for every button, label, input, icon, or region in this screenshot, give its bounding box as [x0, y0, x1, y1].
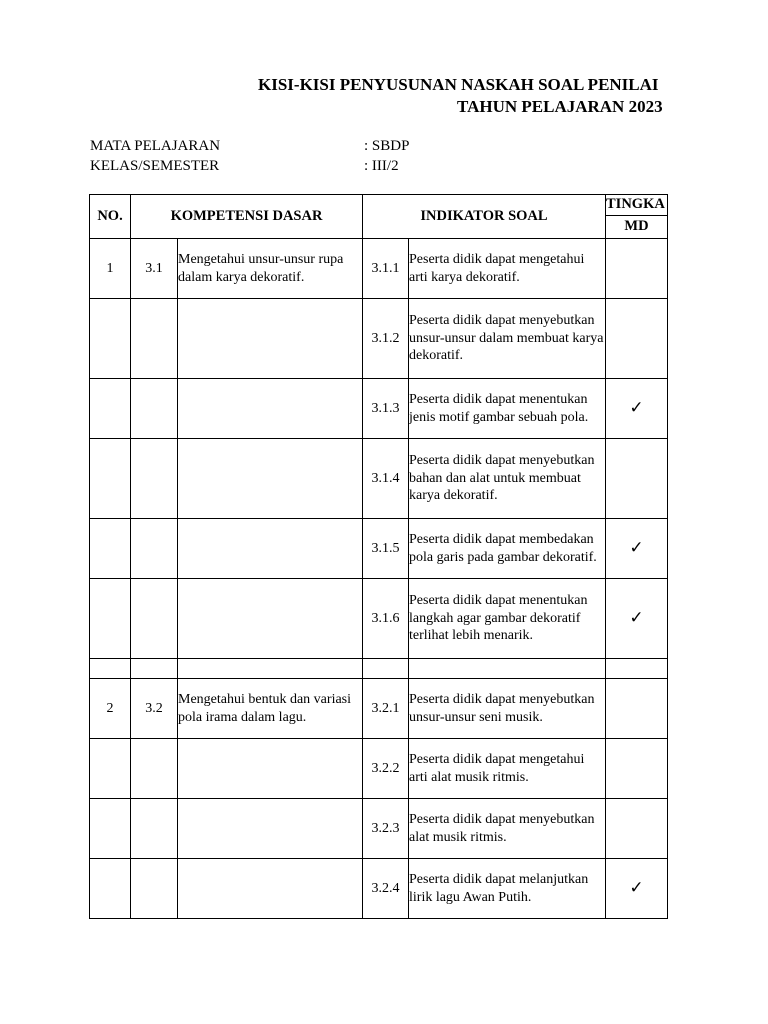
document-title: KISI-KISI PENYUSUNAN NASKAH SOAL PENILAI: [258, 75, 659, 94]
cell-kd-code: 3.2: [131, 679, 178, 739]
cell-no: [90, 439, 131, 519]
cell-kd-text: [178, 519, 363, 579]
subject-value: : SBDP: [364, 138, 410, 154]
cell-no: [90, 519, 131, 579]
subject-label: MATA PELAJARAN: [90, 138, 221, 154]
table-row-spacer: [90, 659, 668, 679]
cell-kd-text: [178, 659, 363, 679]
table-row: [90, 239, 668, 299]
cell-indicator-text: Peserta didik dapat mengetahui arti alat musik ritmis.: [409, 739, 606, 799]
cell-indicator-code: [363, 659, 409, 679]
cell-kd-code: [131, 299, 178, 379]
cell-indicator-text: Peserta didik dapat mengetahui arti karya dekoratif.: [409, 239, 606, 299]
cell-indicator-code: 3.2.1: [363, 679, 409, 739]
cell-indicator-text: Peserta didik dapat membedakan pola garis pada gambar dekoratif.: [409, 519, 606, 579]
cell-no: [90, 799, 131, 859]
class-value: : III/2: [364, 158, 399, 174]
table-row: [90, 859, 668, 919]
cell-kd-text: [178, 739, 363, 799]
table-row: [90, 739, 668, 799]
cell-no: [90, 579, 131, 659]
cell-md-check: [606, 739, 668, 799]
cell-no: 1: [90, 239, 131, 299]
cell-no: [90, 379, 131, 439]
cell-md-check: [606, 659, 668, 679]
header-no: NO.: [90, 195, 131, 239]
cell-md-check: [606, 239, 668, 299]
cell-kd-code: [131, 519, 178, 579]
header-indikator-soal: INDIKATOR SOAL: [363, 195, 606, 239]
cell-kd-text: [178, 439, 363, 519]
cell-kd-text: [178, 299, 363, 379]
cell-indicator-code: 3.1.1: [363, 239, 409, 299]
subject-row: [90, 136, 490, 156]
cell-no: [90, 739, 131, 799]
class-row: [90, 156, 490, 176]
cell-indicator-code: 3.1.5: [363, 519, 409, 579]
cell-no: [90, 299, 131, 379]
class-label: KELAS/SEMESTER: [90, 158, 220, 174]
table-row: [90, 299, 668, 379]
cell-md-check: [606, 679, 668, 739]
header-md: MD: [606, 216, 668, 239]
cell-kd-text: [178, 859, 363, 919]
cell-indicator-text: Peserta didik dapat menyebutkan unsur-unsur dalam membuat karya dekoratif.: [409, 299, 606, 379]
cell-no: 2: [90, 679, 131, 739]
cell-kd-code: [131, 799, 178, 859]
cell-md-check: [606, 799, 668, 859]
cell-indicator-text: [409, 659, 606, 679]
cell-indicator-code: 3.1.2: [363, 299, 409, 379]
cell-kd-text: [178, 379, 363, 439]
header-tingkat: TINGKA: [606, 195, 668, 216]
cell-kd-text: Mengetahui bentuk dan variasi pola irama dalam lagu.: [178, 679, 363, 739]
table-row: [90, 379, 668, 439]
cell-indicator-code: 3.1.3: [363, 379, 409, 439]
cell-kd-code: [131, 739, 178, 799]
cell-md-check: ✓: [606, 579, 668, 659]
cell-md-check: [606, 439, 668, 519]
cell-kd-text: [178, 579, 363, 659]
cell-indicator-code: 3.2.4: [363, 859, 409, 919]
cell-indicator-text: Peserta didik dapat melanjutkan lirik lagu Awan Putih.: [409, 859, 606, 919]
cell-indicator-code: 3.1.6: [363, 579, 409, 659]
cell-no: [90, 659, 131, 679]
cell-md-check: ✓: [606, 859, 668, 919]
cell-indicator-text: Peserta didik dapat menentukan jenis motif gambar sebuah pola.: [409, 379, 606, 439]
cell-indicator-code: 3.2.2: [363, 739, 409, 799]
cell-kd-code: 3.1: [131, 239, 178, 299]
cell-md-check: ✓: [606, 379, 668, 439]
document-subtitle: TAHUN PELAJARAN 2023: [457, 97, 663, 116]
cell-kd-code: [131, 439, 178, 519]
cell-kd-text: [178, 799, 363, 859]
kisi-kisi-table: [89, 194, 668, 919]
table-row: [90, 439, 668, 519]
cell-indicator-text: Peserta didik dapat menyebutkan unsur-unsur seni musik.: [409, 679, 606, 739]
table-row: [90, 679, 668, 739]
cell-indicator-text: Peserta didik dapat menyebutkan alat musik ritmis.: [409, 799, 606, 859]
table-row: [90, 519, 668, 579]
cell-kd-code: [131, 659, 178, 679]
cell-md-check: ✓: [606, 519, 668, 579]
cell-kd-code: [131, 379, 178, 439]
header-kompetensi-dasar: KOMPETENSI DASAR: [131, 195, 363, 239]
cell-indicator-text: Peserta didik dapat menyebutkan bahan dan alat untuk membuat karya dekoratif.: [409, 439, 606, 519]
cell-kd-code: [131, 579, 178, 659]
cell-indicator-code: 3.2.3: [363, 799, 409, 859]
cell-kd-code: [131, 859, 178, 919]
cell-indicator-code: 3.1.4: [363, 439, 409, 519]
cell-kd-text: Mengetahui unsur-unsur rupa dalam karya dekoratif.: [178, 239, 363, 299]
table-row: [90, 579, 668, 659]
cell-md-check: [606, 299, 668, 379]
cell-no: [90, 859, 131, 919]
table-row: [90, 799, 668, 859]
cell-indicator-text: Peserta didik dapat menentukan langkah agar gambar dekoratif terlihat lebih menarik.: [409, 579, 606, 659]
